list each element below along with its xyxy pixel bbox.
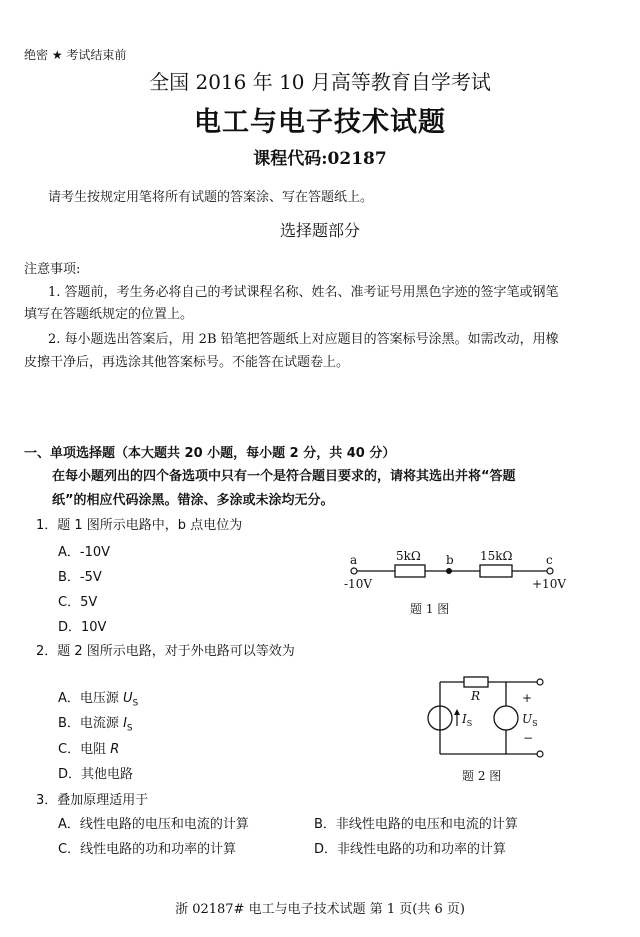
fig2-label-us-symbol: U [522,712,533,726]
q3-stem: 3．叠加原理适用于 [36,793,149,808]
secrecy-label: 绝密 ★ 考试结束前 [24,48,127,62]
notice-item-1-line-1: 1. 答题前，考生务必将自己的考试课程名称、姓名、准考证号用黑色字迹的签字笔或钢笔 [48,285,559,300]
fig2-resistor [464,677,488,687]
q2-option-a [58,687,138,709]
q2-option-b-text: B．电流源 [58,716,124,731]
course-code: 课程代码:02187 [253,149,387,169]
exam-title: 全国 2016 年 10 月高等教育自学考试 [149,70,491,94]
q2-option-c-symbol: R [110,742,120,757]
q3-option-b: B．非线性电路的电压和电流的计算 [314,817,518,832]
fig2-label-is-subscript: S [466,719,473,728]
fig1-label-r2: 15kΩ [480,549,513,563]
fig1-voltage-right: +10V [532,577,566,591]
q2-option-a-text: A．电压源 [58,691,124,706]
part1-instr-line-1: 在每小题列出的四个备选项中只有一个是符合题目要求的，请将其选出并将“答题 [52,469,516,484]
q2-option-c [58,738,119,757]
fig1-node-a [351,568,357,574]
fig2-arrow-head [454,709,460,715]
part1-title: 一、单项选择题（本大题共 20 小题，每小题 2 分，共 40 分） [24,446,396,461]
q2-option-b [58,712,133,734]
q1-option-c: C．5V [58,595,98,610]
fig2-label-us-subscript: S [532,719,538,728]
fig1-resistor-2 [480,565,512,577]
fig1-label-a: a [350,553,358,567]
notice-item-2-line-1: 2. 每小题选出答案后，用 2B 铅笔把答题纸上对应题目的答案标号涂黑。如需改动，用橡 [48,332,559,347]
fig1-label-r1: 5kΩ [396,549,421,563]
intro-text: 请考生按规定用笔将所有试题的答案涂、写在答题纸上。 [48,190,374,205]
q2-stem: 2．题 2 图所示电路，对于外电路可以等效为 [36,644,295,659]
figure-1-circuit [340,538,580,628]
paper-title: 电工与电子技术试题 [194,107,446,138]
q2-option-c-text: C．电阻 [58,742,111,757]
notice-item-1-line-2: 填写在答题纸规定的位置上。 [24,307,194,322]
fig2-terminal-bottom [537,751,543,757]
q2-option-d-text: D．其他电路 [58,767,134,782]
q3-option-a: A．线性电路的电压和电流的计算 [58,817,249,832]
q2-option-b-subscript: S [126,723,133,734]
fig2-label-minus: − [523,731,534,745]
q2-option-b-symbol: I [123,716,127,731]
notice-item-2-line-2: 皮擦干净后，再选涂其他答案标号。不能答在试题卷上。 [24,355,350,370]
fig1-caption: 题 1 图 [410,602,450,616]
fig1-node-b [446,568,452,574]
q1-option-a: A．-10V [58,545,111,560]
q3-option-d: D．非线性电路的功和功率的计算 [314,842,507,857]
part1-instr-line-2: 纸”的相应代码涂黑。错涂、多涂或未涂均无分。 [52,493,334,508]
fig2-label-r: R [471,689,481,703]
q2-option-a-subscript: S [132,698,139,709]
notice-label: 注意事项: [24,262,81,277]
fig2-terminal-top [537,679,543,685]
fig2-label-is [461,712,472,728]
fig1-label-c: c [546,553,553,567]
fig2-label-plus: + [522,691,533,705]
fig1-node-c [547,568,553,574]
page-footer: 浙 02187# 电工与电子技术试题 第 1 页(共 6 页) [175,902,465,917]
fig1-voltage-left: -10V [344,577,372,591]
fig2-caption: 题 2 图 [462,769,502,783]
q1-stem: 1．题 1 图所示电路中，b 点电位为 [36,518,243,533]
fig1-label-b: b [446,553,454,567]
q3-option-c: C．线性电路的功和功率的计算 [58,842,237,857]
fig2-label-is-symbol: I [462,712,467,726]
fig2-label-us [522,712,538,728]
figure-2-circuit [420,668,560,788]
q1-option-d: D．10V [58,620,107,635]
q2-option-d [58,763,133,782]
fig1-resistor-1 [395,565,425,577]
q1-option-b: B．-5V [58,570,102,585]
q2-option-a-symbol: U [123,691,133,706]
fig2-voltage-source [494,706,518,730]
section-heading: 选择题部分 [279,221,360,240]
